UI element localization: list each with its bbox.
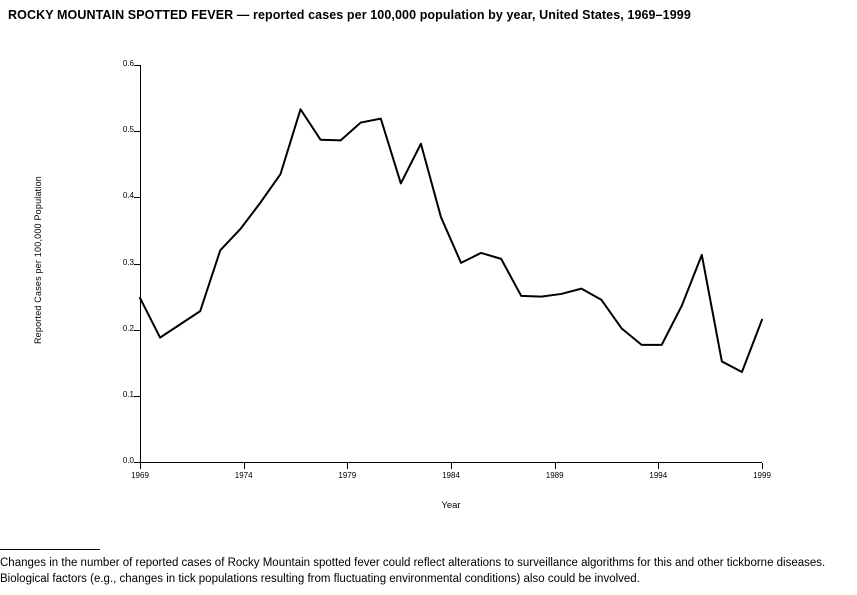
x-axis-title: Year <box>441 500 461 511</box>
y-tick-label-text: 0.4 <box>122 191 134 201</box>
y-tick-label-text: 0.3 <box>122 257 134 267</box>
y-tick-label-text: 0.6 <box>122 59 134 68</box>
y-tick-label-text: 0.0 <box>122 456 134 465</box>
footnote-rule <box>0 549 100 550</box>
x-tick-label-1979: 1979 <box>338 471 357 480</box>
y-tick-label-text: 0.2 <box>122 323 134 333</box>
y-axis-title: Reported Cases per 100,000 Population <box>33 176 43 345</box>
chart-plot-area <box>0 40 857 520</box>
footnote-text: Changes in the number of reported cases of Rocky Mountain spotted fever could reflect alterations to surveillance algorithms for this and other tickborne diseases. Biological factors (e.g., changes in tick populations resulting from fluctuating environmental conditions) also could be involved. <box>0 557 826 585</box>
x-tick-label-1974: 1974 <box>234 471 253 480</box>
y-tick-label-text: 0.5 <box>122 125 134 135</box>
series-line-chart <box>0 40 857 520</box>
x-tick-label-1994: 1994 <box>649 471 668 480</box>
y-tick-label-text: 0.1 <box>122 389 134 399</box>
x-tick-label-1969: 1969 <box>131 471 149 480</box>
x-tick-label-1999: 1999 <box>753 471 771 480</box>
page-title: ROCKY MOUNTAIN SPOTTED FEVER — reported cases per 100,000 population by year, United States, 1969–1999 <box>8 8 691 22</box>
series-line-reported-cases <box>140 109 762 372</box>
x-tick-label-1989: 1989 <box>545 471 564 480</box>
x-tick-label-1984: 1984 <box>442 471 460 480</box>
